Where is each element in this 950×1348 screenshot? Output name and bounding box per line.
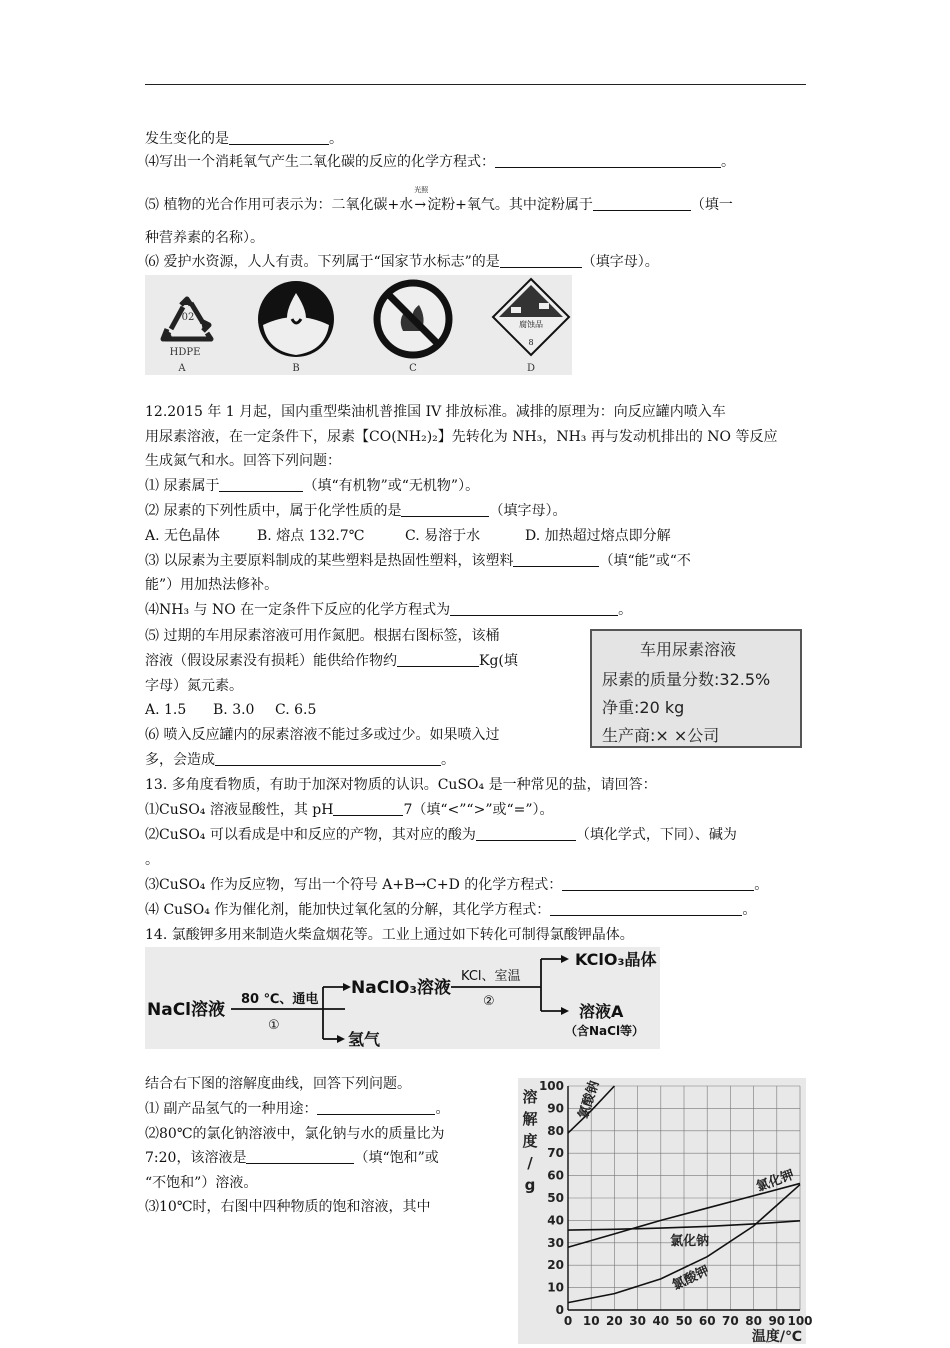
q12-part1: ⑴ 尿素属于 （填“有机物”或“无机物”）。 [145, 478, 480, 494]
answer-blank[interactable] [562, 876, 754, 891]
y-tick-label: 60 [547, 1168, 564, 1183]
y-axis-label: / [527, 1154, 533, 1172]
arrow-head [343, 983, 351, 991]
recycle-text: HDPE [169, 347, 201, 358]
option-label-b: B [292, 363, 300, 374]
step1-condition: 80 ℃、通电 [241, 992, 319, 1007]
q14-part2: ⑵80℃的氯化钠溶液中，氯化钠与水的质量比为 [145, 1126, 445, 1142]
q12-line1: 12.2015 年 1 月起，国内重型柴油机普推国 IV 排放标准。减排的原理为：向反应罐内喷入车 [145, 404, 726, 420]
flow-side-product: 氢气 [348, 1030, 381, 1049]
y-tick-label: 100 [538, 1079, 564, 1093]
option-b: B. 3.0 [213, 702, 255, 718]
q11-line4: ⑷写出一个消耗氧气产生二氧化碳的反应的化学方程式： 。 [145, 154, 735, 170]
q13-part3: ⑶CuSO₄ 作为反应物，写出一个符号 A+B→C+D 的化学方程式： 。 [145, 877, 769, 893]
option-b: B. 熔点 132.7℃ [257, 528, 365, 544]
q12-part5b: 溶液（假设尿素没有损耗）能供给作物约 Kg(填 [145, 653, 518, 669]
process-flow-figure [145, 947, 660, 1049]
x-tick-label: 30 [629, 1314, 646, 1328]
header-rule [145, 84, 806, 85]
q12-part5-options [145, 701, 316, 719]
q11-line5b: 种营养素的名称）。 [145, 230, 264, 246]
label-concentration: 尿素的质量分数:32.5% [602, 670, 771, 689]
q12-line3: 生成氮气和水。回答下列问题： [145, 453, 341, 469]
q14-line1: 14. 氯酸钾多用来制造火柴盒烟花等。工业上通过如下转化可制得氯酸钾晶体。 [145, 927, 634, 943]
y-axis-label: 溶 [522, 1088, 538, 1106]
recycle-code: 02 [181, 312, 195, 323]
flow-product1: KClO₃晶体 [575, 950, 657, 969]
answer-blank[interactable] [229, 130, 329, 145]
y-axis-label: 度 [522, 1132, 538, 1150]
q12-part2: ⑵ 尿素的下列性质中，属于化学性质的是 （填字母）。 [145, 503, 567, 519]
q12-options [145, 527, 671, 545]
option-a: A. 1.5 [145, 702, 187, 718]
arrow-condition: 光照 [414, 186, 429, 194]
arrow-head [561, 955, 569, 963]
q13-part4: ⑷ CuSO₄ 作为催化剂，能加快过氧化氢的分解，其化学方程式： 。 [145, 902, 757, 918]
solubility-chart [518, 1078, 813, 1345]
corrosive-number: 8 [528, 338, 534, 347]
q13-part2b: 。 [145, 852, 159, 868]
answer-blank[interactable] [397, 652, 479, 667]
x-tick-label: 40 [652, 1314, 670, 1328]
arrow-head [561, 1007, 569, 1015]
answer-blank[interactable] [333, 801, 403, 816]
x-tick-label: 50 [675, 1314, 693, 1328]
y-axis-label: 解 [522, 1110, 538, 1128]
flow-product2-note: （含NaCl等） [565, 1024, 645, 1038]
y-tick-label: 10 [547, 1280, 564, 1295]
answer-blank[interactable] [476, 826, 576, 841]
q14-part2b: 7:20，该溶液是 （填“饱和”或 [145, 1150, 439, 1166]
answer-blank[interactable] [550, 901, 742, 916]
series-label: 氯酸钾 [670, 1263, 712, 1294]
x-axis-label: 温度/℃ [751, 1329, 802, 1345]
answer-blank[interactable] [450, 601, 618, 616]
option-c: C. 6.5 [275, 702, 317, 718]
x-tick-label: 80 [745, 1314, 762, 1328]
step2-number: ② [483, 994, 495, 1009]
q13-part2: ⑵CuSO₄ 可以看成是中和反应的产物，其对应的酸为 （填化学式，下同）、碱为 [145, 827, 737, 843]
x-tick-label: 60 [698, 1314, 716, 1328]
x-tick-label: 0 [563, 1314, 573, 1328]
label-manufacturer: 生产商:× ×公司 [602, 726, 720, 745]
series-label: 氯酸钠 [576, 1079, 603, 1121]
option-a: A. 无色晶体 [145, 528, 221, 544]
q14-part2c: “不饱和”）溶液。 [145, 1175, 258, 1191]
answer-blank[interactable] [500, 253, 582, 268]
answer-blank[interactable] [495, 153, 721, 168]
q12-line2: 用尿素溶液，在一定条件下，尿素【CO(NH₂)₂】先转化为 NH₃，NH₃ 再与发动机排出的 NO 等反应 [145, 429, 778, 445]
step2-condition: KCl、室温 [461, 969, 521, 984]
y-tick-label: 90 [547, 1101, 564, 1116]
q12-part5c: 字母）氮元素。 [145, 678, 243, 694]
water-symbols-figure [145, 275, 572, 375]
water-saving-icon [258, 281, 334, 357]
answer-blank[interactable] [219, 477, 303, 492]
y-tick-label: 30 [547, 1235, 564, 1250]
x-tick-label: 10 [582, 1314, 600, 1328]
urea-label-box [590, 629, 802, 748]
answer-blank[interactable] [246, 1149, 354, 1164]
q12-part5a: ⑸ 过期的车用尿素溶液可用作氮肥。根据右图标签，该桶 [145, 628, 500, 644]
q12-part6a: ⑹ 喷入反应罐内的尿素溶液不能过多或过少。如果喷入过 [145, 727, 500, 743]
flow-middle: NaClO₃溶液 [351, 978, 451, 998]
q14-part1: ⑴ 副产品氢气的一种用途： 。 [145, 1101, 450, 1117]
q12-part3b: 能”）用加热法修补。 [145, 577, 279, 593]
q11-line5: ⑸ 植物的光合作用可表示为：二氧化碳+水 光照 →淀粉+氧气。其中淀粉属于 （填一 [145, 186, 733, 213]
q12-part6b: 多，会造成 。 [145, 752, 455, 768]
flow-product2: 溶液A [579, 1002, 624, 1021]
step1-number: ① [268, 1018, 280, 1033]
label-weight: 净重:20 kg [602, 698, 685, 717]
answer-blank[interactable] [317, 1100, 435, 1115]
flow-start: NaCl溶液 [147, 1000, 226, 1020]
option-d: D. 加热超过熔点即分解 [525, 528, 671, 544]
solubility-svg [518, 1078, 813, 1345]
symbols-svg [145, 275, 572, 375]
x-tick-label: 70 [722, 1314, 739, 1328]
y-tick-label: 70 [547, 1146, 564, 1161]
y-tick-label: 80 [547, 1123, 564, 1138]
q12-part3: ⑶ 以尿素为主要原料制成的某些塑料是热固性塑料，该塑料 （填“能”或“不 [145, 553, 691, 569]
y-tick-label: 50 [547, 1191, 564, 1205]
q13-part1: ⑴CuSO₄ 溶液显酸性，其 pH 7（填“<”“>”或“=”）。 [145, 802, 554, 818]
answer-blank[interactable] [401, 502, 489, 517]
q13-line1: 13. 多角度看物质，有助于加深对物质的认识。CuSO₄ 是一种常见的盐，请回答： [145, 777, 657, 793]
y-axis-label: g [524, 1176, 536, 1194]
answer-blank[interactable] [593, 196, 691, 211]
x-tick-label: 90 [768, 1314, 786, 1328]
y-tick-label: 0 [555, 1303, 564, 1317]
answer-blank[interactable] [215, 751, 441, 766]
q14-line2: 结合右下图的溶解度曲线，回答下列问题。 [145, 1076, 411, 1092]
x-tick-label: 100 [787, 1314, 813, 1328]
series-label: 氯化钾 [754, 1167, 797, 1196]
y-tick-label: 20 [547, 1258, 564, 1273]
option-label-c: C [409, 363, 417, 374]
y-tick-label: 40 [547, 1213, 564, 1228]
no-fire-icon [377, 283, 449, 355]
q11-line3: 发生变化的是 。 [145, 131, 343, 147]
series-label: 氯化钠 [670, 1234, 710, 1250]
option-label-d: D [526, 363, 536, 374]
label-title: 车用尿素溶液 [640, 640, 737, 659]
corrosive-text: 腐蚀品 [519, 320, 543, 329]
option-c: C. 易溶于水 [405, 528, 481, 544]
q12-part4: ⑷NH₃ 与 NO 在一定条件下反应的化学方程式为 。 [145, 602, 633, 618]
option-label-a: A [178, 363, 186, 374]
answer-blank[interactable] [513, 552, 599, 567]
x-tick-label: 20 [606, 1314, 623, 1328]
arrow-head [337, 1035, 345, 1043]
flow-svg [145, 947, 660, 1049]
q14-part3: ⑶10℃时，右图中四种物质的饱和溶液，其中 [145, 1199, 431, 1215]
q11-line6: ⑹ 爱护水资源，人人有责。下列属于“国家节水标志”的是 （填字母）。 [145, 254, 659, 270]
